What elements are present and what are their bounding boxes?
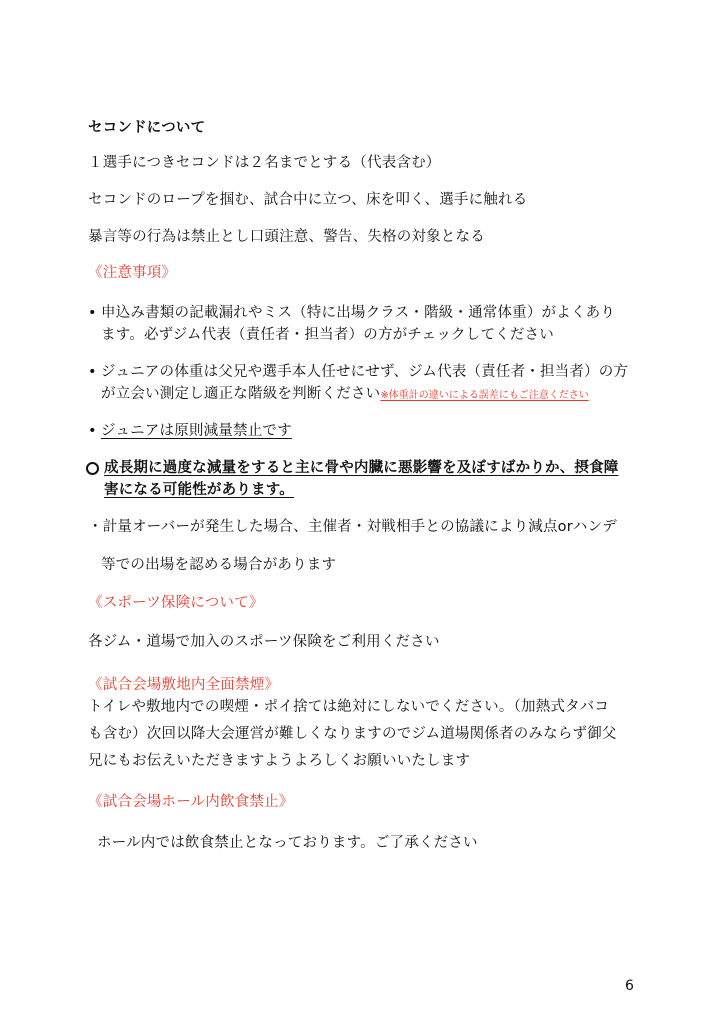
eating-heading: 《試合会場ホール内飲食禁止》: [88, 794, 294, 810]
junior-no-weight-cut: ジュニアは原則減量禁止です: [101, 423, 292, 439]
page-number: 6: [625, 978, 634, 994]
warning-line-2: 害になる可能性があります。: [104, 482, 294, 498]
second-rule-3: 暴言等の行為は禁止とし口頭注意、警告、失格の対象となる: [88, 229, 485, 245]
bullet-dot: •: [88, 305, 97, 321]
second-heading: セコンドについて: [88, 120, 206, 136]
second-rule-1: １選手につきセコンドは２名までとする（代表含む）: [88, 155, 441, 171]
bullet-dot: •: [88, 423, 97, 439]
notes-bullet-2-line-1: ジュニアの体重は父兄や選手本人任せにせず、ジム代表（責任者・担当者）の方: [101, 364, 629, 380]
insurance-heading: 《スポーツ保険について》: [88, 595, 264, 611]
smoking-line-2: も含む）次回以降大会運営が難しくなりますのでジム道場関係者のみならず御父: [88, 726, 617, 742]
bullet-dot: •: [88, 364, 97, 380]
overweight-line-2: 等での出場を認める場合があります: [101, 557, 337, 573]
scale-error-note: ※体重計の違いによる誤差にもご注意ください: [380, 390, 589, 401]
notes-bullet-1-line-2: ます。必ずジム代表（責任者・担当者）の方がチェックしてください: [101, 327, 554, 343]
smoking-line-1: トイレや敷地内での喫煙・ポイ捨ては絶対にしないでください。（加熱式タバコ: [88, 699, 610, 715]
warning-line-1: 成長期に過度な減量をすると主に骨や内臓に悪影響を及ぼすばかりか、摂食障: [104, 460, 619, 476]
smoking-line-3: 兄にもお伝えいただきますようよろしくお願いいたします: [88, 753, 471, 769]
notes-bullet-2-line-2: [101, 384, 589, 406]
notes-bullet-2-line-2-text: が立会い測定し適正な階級を判断ください: [101, 386, 381, 402]
circle-bullet-icon: [86, 462, 99, 475]
eating-text: ホール内では飲食禁止となっております。ご了承ください: [97, 835, 478, 851]
smoking-heading: 《試合会場敷地内全面禁煙》: [88, 677, 280, 693]
insurance-text: 各ジム・道場で加入のスポーツ保険をご利用ください: [88, 634, 440, 650]
notes-bullet-1-line-1: 申込み書類の記載漏れやミス（特に出場クラス・階級・通常体重）がよくあり: [101, 305, 616, 321]
notes-heading: 《注意事項》: [88, 265, 177, 281]
second-rule-2: セコンドのロープを掴む、試合中に立つ、床を叩く、選手に触れる: [88, 192, 528, 208]
overweight-line-1: ・計量オーバーが発生した場合、主催者・対戦相手との協議により減点orハンデ: [88, 519, 618, 535]
